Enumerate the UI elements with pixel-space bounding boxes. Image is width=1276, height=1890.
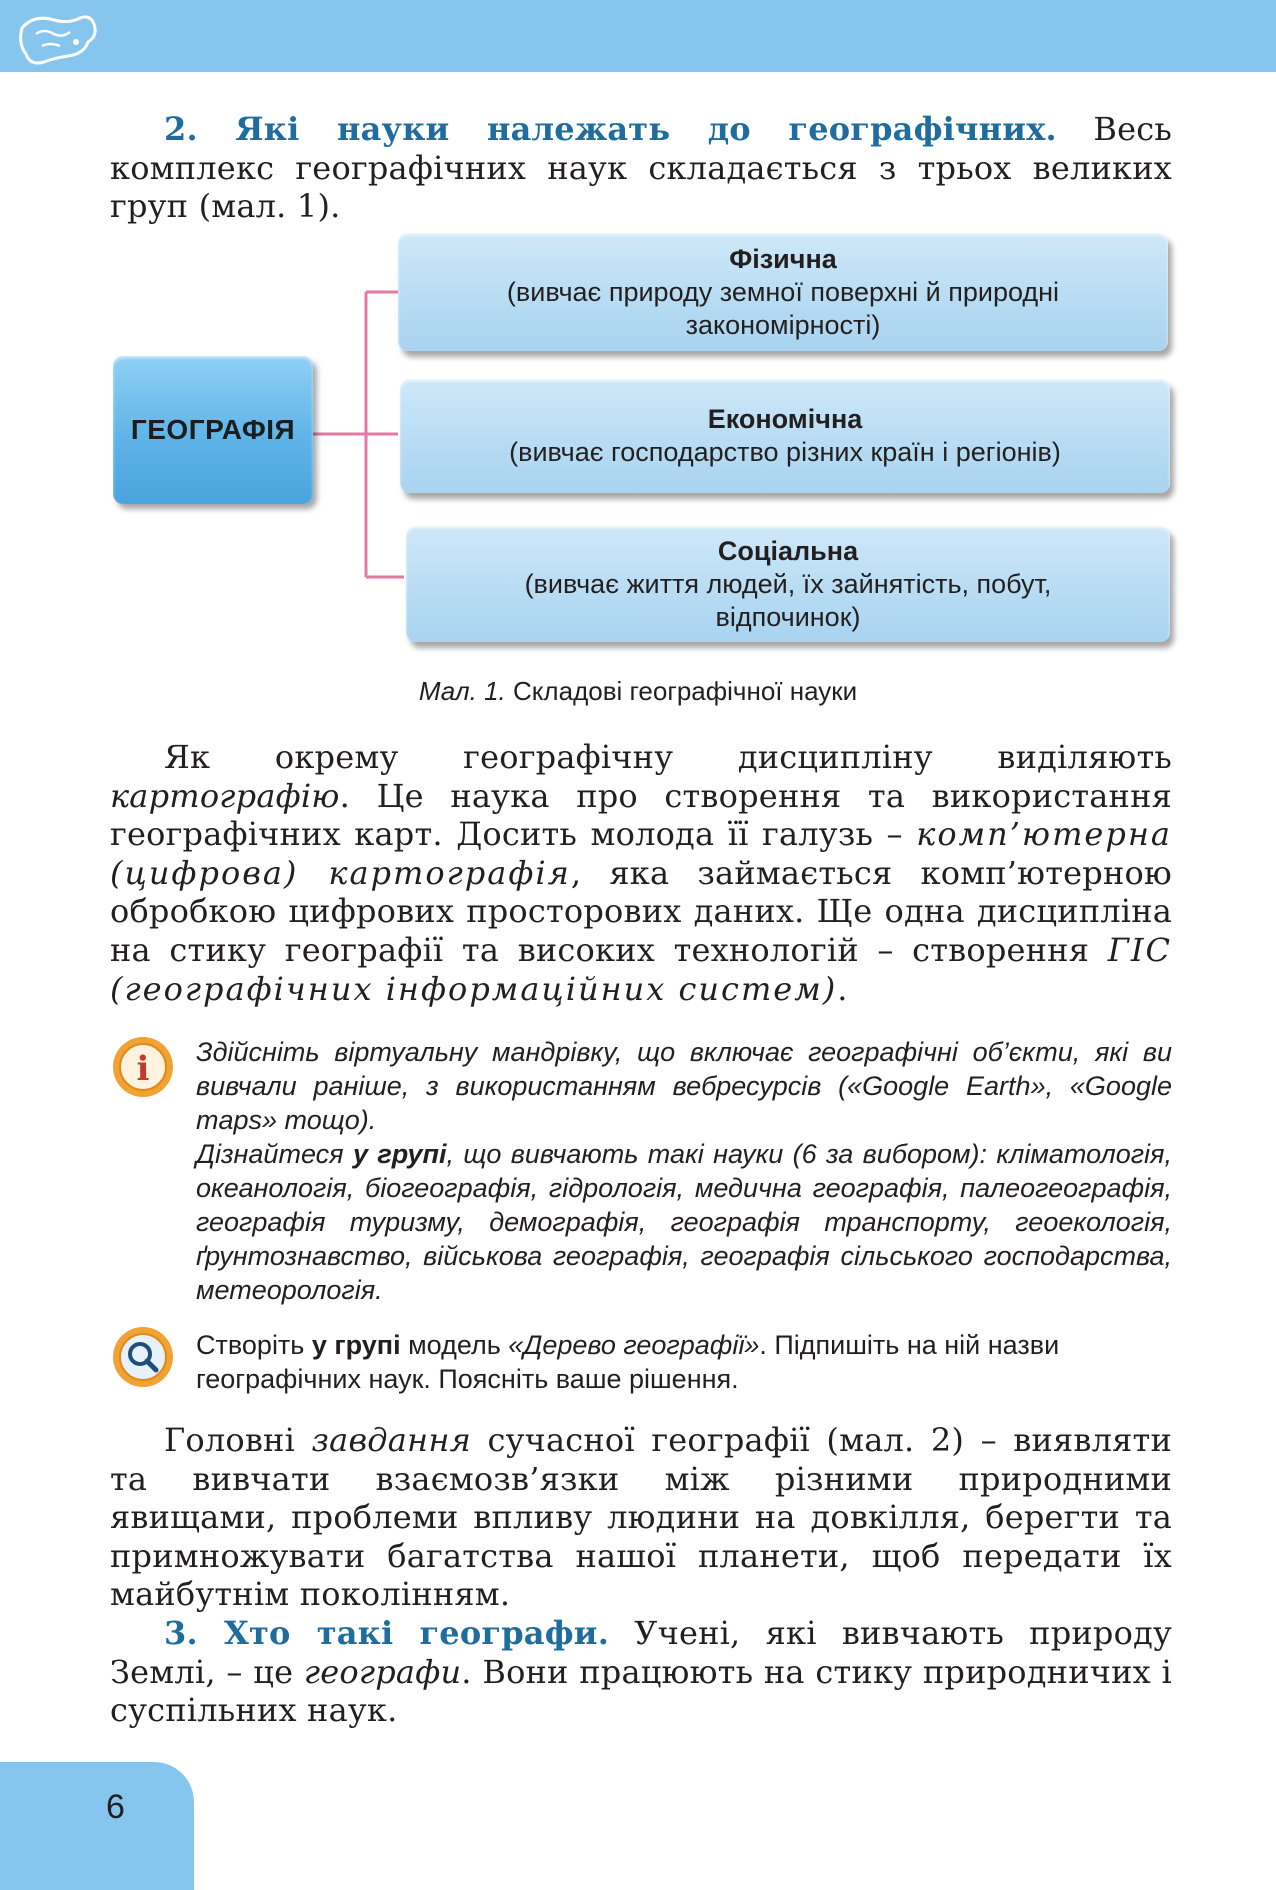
term-cartography: картографію bbox=[110, 776, 340, 815]
page-number: 6 bbox=[106, 1788, 125, 1826]
term-digital-cartography: комп’ютерна (цифрова) картографія bbox=[110, 815, 1172, 892]
term-gis: ГІС (географічних інформаційних систем) bbox=[110, 930, 1172, 1008]
magnifier-icon bbox=[110, 1324, 176, 1390]
top-band bbox=[0, 0, 1276, 72]
svg-text:i: i bbox=[136, 1049, 150, 1089]
figure-caption: Мал. 1. Складові географічної науки bbox=[418, 676, 858, 706]
branch-description: (вивчає життя людей, їх зайнятість, побут, відпочинок) bbox=[524, 568, 1052, 632]
info-icon bbox=[110, 1034, 176, 1100]
section-2-heading: 2. Які науки належать до географічних. bbox=[164, 110, 1057, 148]
info-text-sciences: Дізнайтеся у групі, що вивчають такі науки (6 за вибором): кліматологія, океанологія, біогеографія, гідрологія, медична географія, палеогеографія, географія туризму, демографія, географія транспорту, геоекологія, ґрунтознавство, військова географія, географія сільського господарства, метеорологія. bbox=[196, 1139, 1172, 1305]
branch-title: Фізична bbox=[729, 243, 837, 274]
page-number-tab bbox=[0, 1762, 194, 1890]
branch-description: (вивчає господарство різних країн і регіонів) bbox=[509, 437, 1061, 467]
section-2-paragraph: 2. Які науки належать до географічних. Весь комплекс географічних наук складається з трьох великих груп (мал. 1). bbox=[110, 110, 1173, 226]
branch-title: Економічна bbox=[707, 404, 863, 434]
term-geographers: географи bbox=[303, 1652, 462, 1691]
caption-label: Мал. 1. bbox=[418, 676, 506, 706]
social-geography-box bbox=[406, 526, 1170, 642]
economic-geography-box bbox=[400, 379, 1170, 493]
map-scroll-icon bbox=[14, 8, 100, 68]
cartography-paragraph: Як окрему географічну дисципліну виділяють картографію. Це наука про створення та використання географічних карт. Досить молода її галузь – комп’ютерна (цифрова) картографія, яка займається комп’ютерною обробкою цифрових просторових даних. Ще одна дисципліна на стику географії та високих технологій – створення ГІС (географічних інформаційних систем). bbox=[110, 738, 1172, 1008]
physical-geography-box bbox=[398, 233, 1168, 351]
group-task-text: Створіть у групі модель «Дерево географії». Підпишіть на ній назви географічних наук. Поясніть ваше рішення. bbox=[196, 1330, 1060, 1394]
section-3-heading: 3. Хто такі географи. bbox=[164, 1614, 610, 1652]
branch-title: Соціальна bbox=[717, 535, 859, 566]
geography-root-box bbox=[113, 356, 313, 504]
term-tasks: завдання bbox=[311, 1421, 471, 1459]
tasks-paragraph: Головні завдання сучасної географії (мал. 2) – виявляти та вивчати взаємозв’язки між різними природними явищами, проблеми впливу людини на довкілля, берегти та примножувати багатства нашої планети, щоб передати їх майбутнім поколінням. bbox=[110, 1421, 1172, 1614]
geography-root-label: ГЕОГРАФІЯ bbox=[130, 414, 296, 445]
section-3-paragraph: 3. Хто такі географи. Учені, які вивчають природу Землі, – це географи. Вони працюють на стику природничих і суспільних наук. bbox=[110, 1614, 1172, 1730]
branch-description: (вивчає природу земної поверхні й природні закономірності) bbox=[506, 276, 1060, 340]
info-text-virtual-trip: Здійсніть віртуальну мандрівку, що включає географічні об’єкти, які ви вивчали раніше, з використанням вебресурсів («Google Earth», «Google maps» тощо). bbox=[196, 1037, 1172, 1135]
